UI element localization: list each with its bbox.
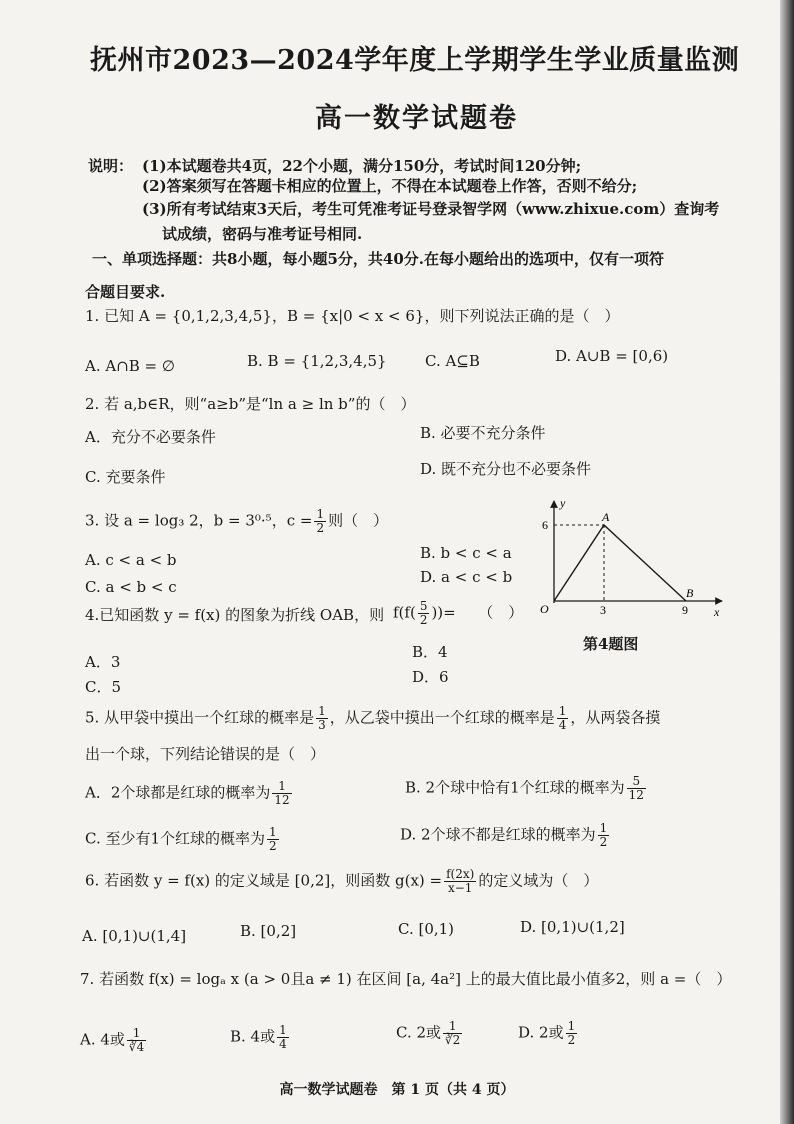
q3-option-d: D. a < c < b — [420, 568, 513, 586]
q4-stem: 4.已知函数 y = f(x) 的图象为折线 OAB，则 — [85, 606, 385, 624]
q5-option-b: B. 2个球中恰有1个红球的概率为 $\frac{5}{12}$ — [405, 774, 644, 802]
q4-tick-y-6: 6 — [542, 518, 548, 532]
q3-option-a: A. c < a < b — [85, 551, 177, 569]
q4-expression: f(f( $\frac{5}{2}$ ))= （ ） — [393, 599, 524, 627]
q4-label-point-b: B — [686, 586, 694, 600]
q4-option-d: D．6 — [412, 668, 449, 686]
note-1: (1)本试题卷共4页，22个小题，满分150分，考试时间120分钟; — [142, 157, 582, 175]
q1-option-a: A. A∩B = ∅ — [85, 357, 175, 375]
q4-label-origin: O — [540, 602, 549, 616]
q7-option-b: B. 4或 $\frac{1}{4}$ — [230, 1023, 287, 1051]
q4-tick-x-3: 3 — [600, 603, 606, 617]
q6-stem: 6. 若函数 y = f(x) 的定义域是 [0,2]，则函数 g(x) = $\frac{f(2x)}{x-1}$ 的定义域为（ ） — [85, 867, 599, 895]
q2-option-d: D. 既不充分也不必要条件 — [420, 460, 592, 478]
scan-edge-shadow — [780, 0, 794, 1124]
note-2: (2)答案须写在答题卡相应的位置上，不得在本试题卷上作答，否则不给分; — [142, 177, 638, 195]
q5-option-c: C. 至少有1个红球的概率为 $\frac{1}{2}$ — [85, 825, 277, 853]
q2-option-c: C. 充要条件 — [85, 468, 166, 486]
q5-stem: 5. 从甲袋中摸出一个红球的概率是 $\frac{1}{3}$ ，从乙袋中摸出一个红球的概率是 $\frac{1}{4}$ ，从两袋各摸 — [85, 704, 661, 732]
q3-option-c: C. a < b < c — [85, 578, 177, 596]
page-footer: 高一数学试题卷 第 1 页（共 4 页） — [279, 1082, 515, 1098]
q3-option-b: B. b < c < a — [420, 544, 512, 562]
q3-stem: 3. 设 a = log₃ 2，b = 3⁰·⁵，c = $\frac{1}{2}$ 则（ ） — [85, 507, 389, 535]
q6-option-a: A. [0,1)∪(1,4] — [82, 927, 187, 945]
q2-option-a: A．充分不必要条件 — [85, 428, 216, 446]
q2-stem: 2. 若 a,b∈R，则“a≥b”是“ln a ≥ ln b”的（ ） — [85, 395, 416, 413]
note-3b: 试成绩，密码与准考证号相同. — [162, 225, 363, 243]
exam-subtitle: 高一数学试题卷 — [315, 103, 518, 134]
q2-option-b: B. 必要不充分条件 — [420, 424, 546, 442]
q1-option-d: D. A∪B = [0,6) — [555, 347, 669, 365]
q4-option-c: C．5 — [85, 678, 122, 696]
q6-option-b: B. [0,2] — [240, 922, 297, 940]
q7-option-d: D. 2或 $\frac{1}{2}$ — [518, 1019, 576, 1047]
q4-figure — [536, 495, 732, 620]
note-3a: (3)所有考试结束3天后，考生可凭准考证号登录智学网（www.zhixue.com）查询考 — [142, 200, 720, 218]
q3-c-fraction: $\frac{1}{2}$ — [316, 507, 325, 535]
q7-stem: 7. 若函数 f(x) = logₐ x (a > 0且a ≠ 1) 在区间 [a, 4a²] 上的最大值比最小值多2，则 a =（ ） — [80, 970, 732, 988]
q5-option-a: A．2个球都是红球的概率为 $\frac{1}{12}$ — [85, 779, 290, 807]
q6-g-fraction: $\frac{f(2x)}{x-1}$ — [446, 867, 475, 895]
q5-fraction-1-4: $\frac{1}{4}$ — [558, 704, 567, 732]
q7-option-a: A. 4或 $\frac{1}{∛4}$ — [80, 1026, 145, 1054]
q4-label-x: x — [714, 605, 720, 619]
q1-option-b: B. B = {1,2,3,4,5} — [247, 352, 387, 370]
q6-option-c: C. [0,1) — [398, 920, 455, 938]
q4-label-y: y — [560, 496, 566, 510]
notes-label: 说明： — [88, 157, 134, 175]
exam-title: 抚州市2023—2024学年度上学期学生学业质量监测 — [90, 45, 740, 76]
q6-option-d: D. [0,1)∪(1,2] — [520, 918, 625, 936]
q7-option-c: C. 2或 $\frac{1}{∛2}$ — [396, 1019, 461, 1047]
q4-option-b: B．4 — [412, 643, 448, 661]
q1-option-c: C. A⊆B — [425, 352, 480, 370]
q5-stem-cont: 出一个球，下列结论错误的是（ ） — [85, 745, 326, 763]
q4-figure-caption: 第4题图 — [583, 635, 639, 653]
q4-label-point-a: A — [602, 510, 610, 524]
q4-tick-x-9: 9 — [682, 603, 688, 617]
q1-stem: 1. 已知 A = {0,1,2,3,4,5}，B = {x|0 < x < 6}，则下列说法正确的是（ ） — [85, 307, 620, 325]
q5-fraction-1-3: $\frac{1}{3}$ — [318, 704, 326, 732]
section-1-heading-cont: 合题目要求. — [85, 283, 166, 301]
section-1-heading: 一、单项选择题：共8小题，每小题5分，共40分.在每小题给出的选项中，仅有一项符 — [92, 250, 664, 268]
q5-option-d: D. 2个球不都是红球的概率为 $\frac{1}{2}$ — [400, 821, 608, 849]
q4-option-a: A．3 — [85, 653, 121, 671]
q4-fraction-5-2: $\frac{5}{2}$ — [419, 599, 428, 627]
q4-polyline-oab — [554, 525, 686, 601]
